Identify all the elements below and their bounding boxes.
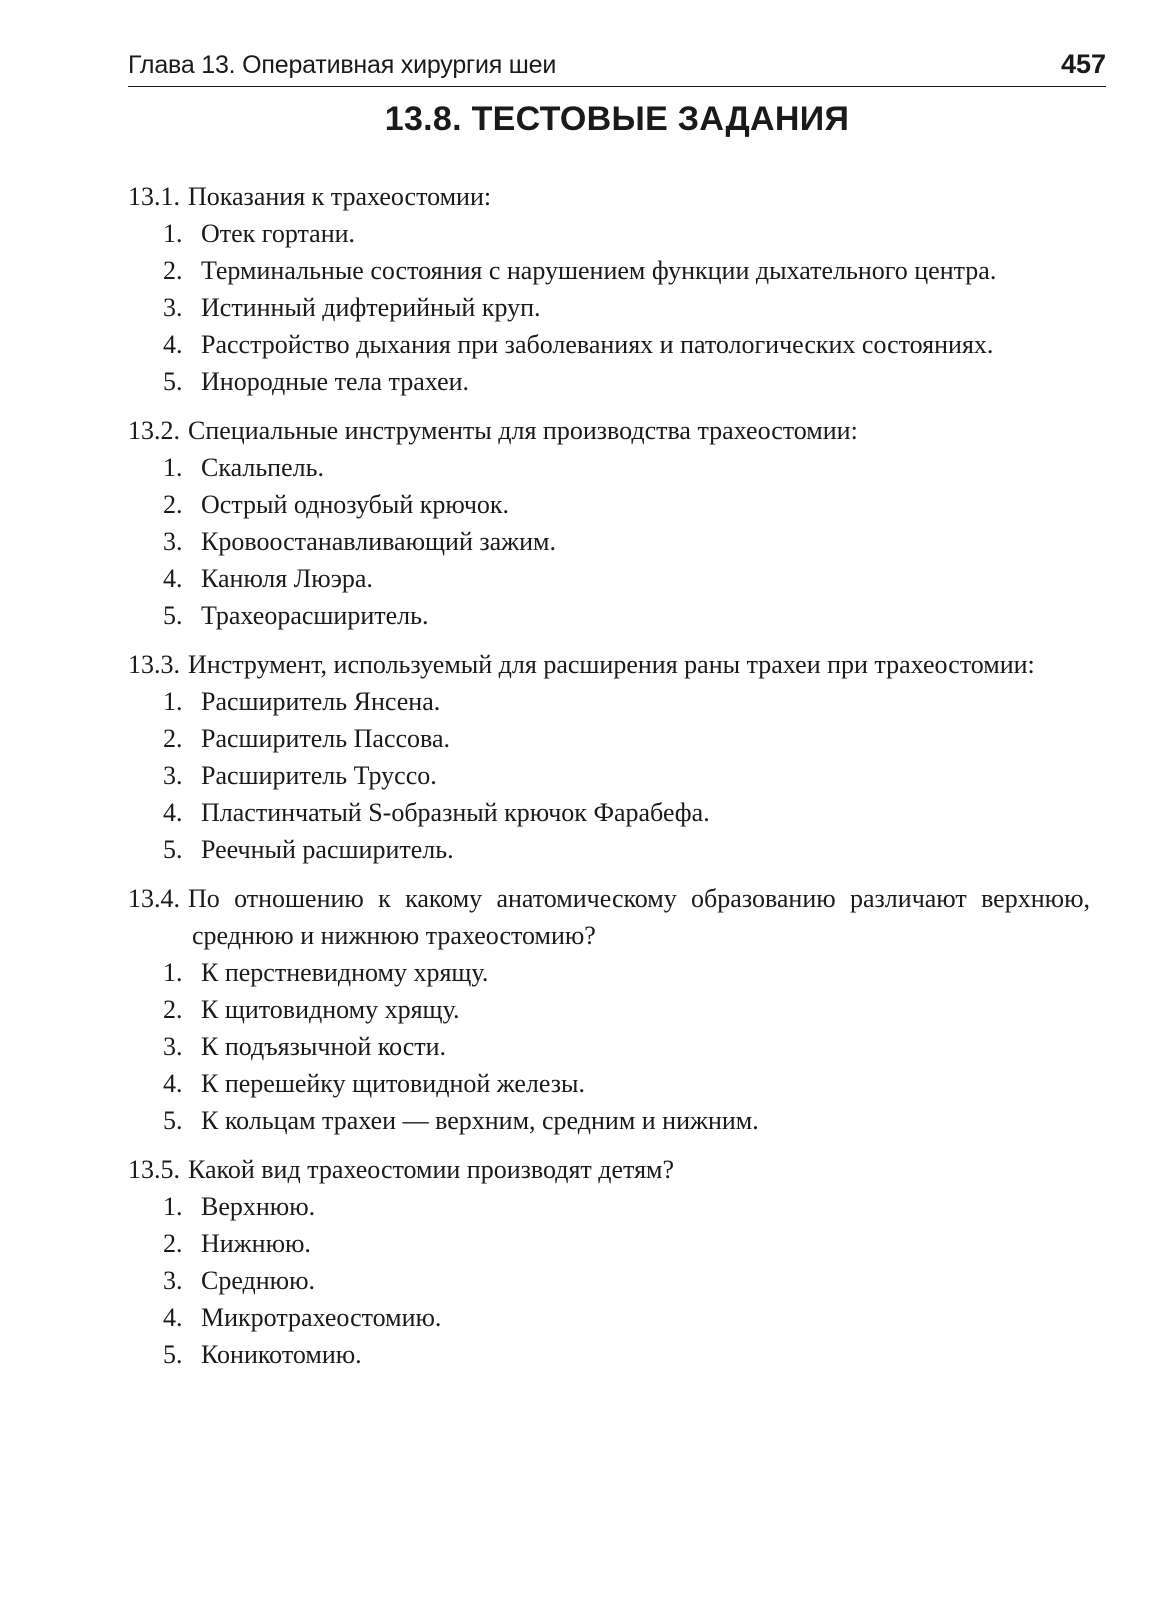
- option-text: Коникотомию.: [201, 1340, 362, 1369]
- answer-option: [128, 1225, 1090, 1262]
- answer-option: [128, 560, 1090, 597]
- option-number: 4.: [163, 564, 183, 593]
- option-text: Канюля Люэра.: [201, 564, 373, 593]
- option-text: Среднюю.: [201, 1266, 316, 1295]
- option-number: 3.: [163, 1032, 183, 1061]
- answer-option: [128, 1065, 1090, 1102]
- answer-option: [128, 449, 1090, 486]
- option-number: 5.: [163, 1106, 183, 1135]
- question-body: Специальные инструменты для производства трахеостомии:: [188, 416, 858, 445]
- option-text: Реечный расширитель.: [201, 835, 454, 864]
- option-text: Истинный дифтерийный круп.: [201, 293, 541, 322]
- running-head: [128, 50, 1106, 87]
- option-number: 1.: [163, 1192, 183, 1221]
- option-number: 1.: [163, 219, 183, 248]
- running-title: Глава 13. Оперативная хирургия шеи: [128, 51, 557, 79]
- question-body: По отношению к какому анатомическому образованию различают верхнюю, среднюю и нижнюю трахеостомию?: [188, 884, 1090, 950]
- option-text: Инородные тела трахеи.: [201, 367, 470, 396]
- option-number: 2.: [163, 995, 183, 1024]
- answer-option: [128, 289, 1090, 326]
- option-text: К перстневидному хрящу.: [201, 958, 489, 987]
- option-number: 2.: [163, 490, 183, 519]
- answer-option: [128, 486, 1090, 523]
- option-number: 4.: [163, 798, 183, 827]
- question-number: 13.5.: [128, 1155, 180, 1184]
- answer-option: [128, 720, 1090, 757]
- option-number: 5.: [163, 367, 183, 396]
- option-text: К кольцам трахеи — верхним, средним и нижним.: [201, 1106, 759, 1135]
- answer-option: [128, 831, 1090, 868]
- question-body: Инструмент, используемый для расширения раны трахеи при трахеостомии:: [188, 650, 1035, 679]
- option-number: 5.: [163, 835, 183, 864]
- question-body: Какой вид трахеостомии производят детям?: [188, 1155, 675, 1184]
- answer-option: [128, 523, 1090, 560]
- answer-options: [128, 954, 1090, 1139]
- question-number: 13.4.: [128, 884, 180, 913]
- option-text: Трахеорасширитель.: [201, 601, 429, 630]
- option-number: 4.: [163, 1069, 183, 1098]
- answer-option: [128, 1102, 1090, 1139]
- answer-options: [128, 449, 1090, 634]
- option-number: 3.: [163, 1266, 183, 1295]
- option-text: Пластинчатый S-образный крючок Фарабефа.: [201, 798, 710, 827]
- question-text: [128, 412, 1090, 449]
- option-number: 1.: [163, 687, 183, 716]
- answer-options: [128, 215, 1090, 400]
- option-text: К перешейку щитовидной железы.: [201, 1069, 586, 1098]
- question: [128, 880, 1090, 1139]
- option-number: 2.: [163, 1229, 183, 1258]
- answer-option: [128, 1299, 1090, 1336]
- section-title: 13.8. ТЕСТОВЫЕ ЗАДАНИЯ: [384, 100, 850, 138]
- option-number: 4.: [163, 330, 183, 359]
- option-text: Отек гортани.: [201, 219, 356, 248]
- question-text: [128, 1151, 1090, 1188]
- questions-list: [128, 178, 1090, 1385]
- option-number: 2.: [163, 724, 183, 753]
- option-text: Нижнюю.: [201, 1229, 311, 1258]
- question-text: [128, 880, 1090, 954]
- answer-option: [128, 326, 1090, 363]
- question-text: [128, 646, 1090, 683]
- option-text: Расстройство дыхания при заболеваниях и патологических состояниях.: [201, 330, 994, 359]
- answer-options: [128, 1188, 1090, 1373]
- option-text: Кровоостанавливающий зажим.: [201, 527, 557, 556]
- question-text: [128, 178, 1090, 215]
- option-number: 1.: [163, 453, 183, 482]
- option-text: К подъязычной кости.: [201, 1032, 447, 1061]
- option-number: 3.: [163, 293, 183, 322]
- option-number: 3.: [163, 527, 183, 556]
- question-number: 13.3.: [128, 650, 180, 679]
- option-number: 4.: [163, 1303, 183, 1332]
- option-text: Микротрахеостомию.: [201, 1303, 442, 1332]
- option-text: Расширитель Пассова.: [201, 724, 450, 753]
- answer-option: [128, 757, 1090, 794]
- answer-option: [128, 1028, 1090, 1065]
- page-number: 457: [1060, 49, 1106, 79]
- question-number: 13.2.: [128, 416, 180, 445]
- answer-option: [128, 1336, 1090, 1373]
- option-number: 2.: [163, 256, 183, 285]
- answer-options: [128, 683, 1090, 868]
- option-text: К щитовидному хрящу.: [201, 995, 460, 1024]
- answer-option: [128, 1188, 1090, 1225]
- answer-option: [128, 794, 1090, 831]
- answer-option: [128, 1262, 1090, 1299]
- option-text: Расширитель Янсена.: [201, 687, 441, 716]
- option-number: 5.: [163, 601, 183, 630]
- answer-option: [128, 991, 1090, 1028]
- option-text: Терминальные состояния с нарушением функции дыхательного центра.: [201, 256, 997, 285]
- question: [128, 1151, 1090, 1373]
- question-number: 13.1.: [128, 182, 180, 211]
- option-number: 1.: [163, 958, 183, 987]
- answer-option: [128, 954, 1090, 991]
- answer-option: [128, 363, 1090, 400]
- answer-option: [128, 683, 1090, 720]
- question: [128, 178, 1090, 400]
- question: [128, 412, 1090, 634]
- question-body: Показания к трахеостомии:: [188, 182, 492, 211]
- option-text: Острый однозубый крючок.: [201, 490, 510, 519]
- answer-option: [128, 215, 1090, 252]
- option-text: Верхнюю.: [201, 1192, 316, 1221]
- question: [128, 646, 1090, 868]
- option-number: 5.: [163, 1340, 183, 1369]
- answer-option: [128, 252, 1090, 289]
- answer-option: [128, 597, 1090, 634]
- option-text: Скальпель.: [201, 453, 324, 482]
- option-number: 3.: [163, 761, 183, 790]
- option-text: Расширитель Труссо.: [201, 761, 437, 790]
